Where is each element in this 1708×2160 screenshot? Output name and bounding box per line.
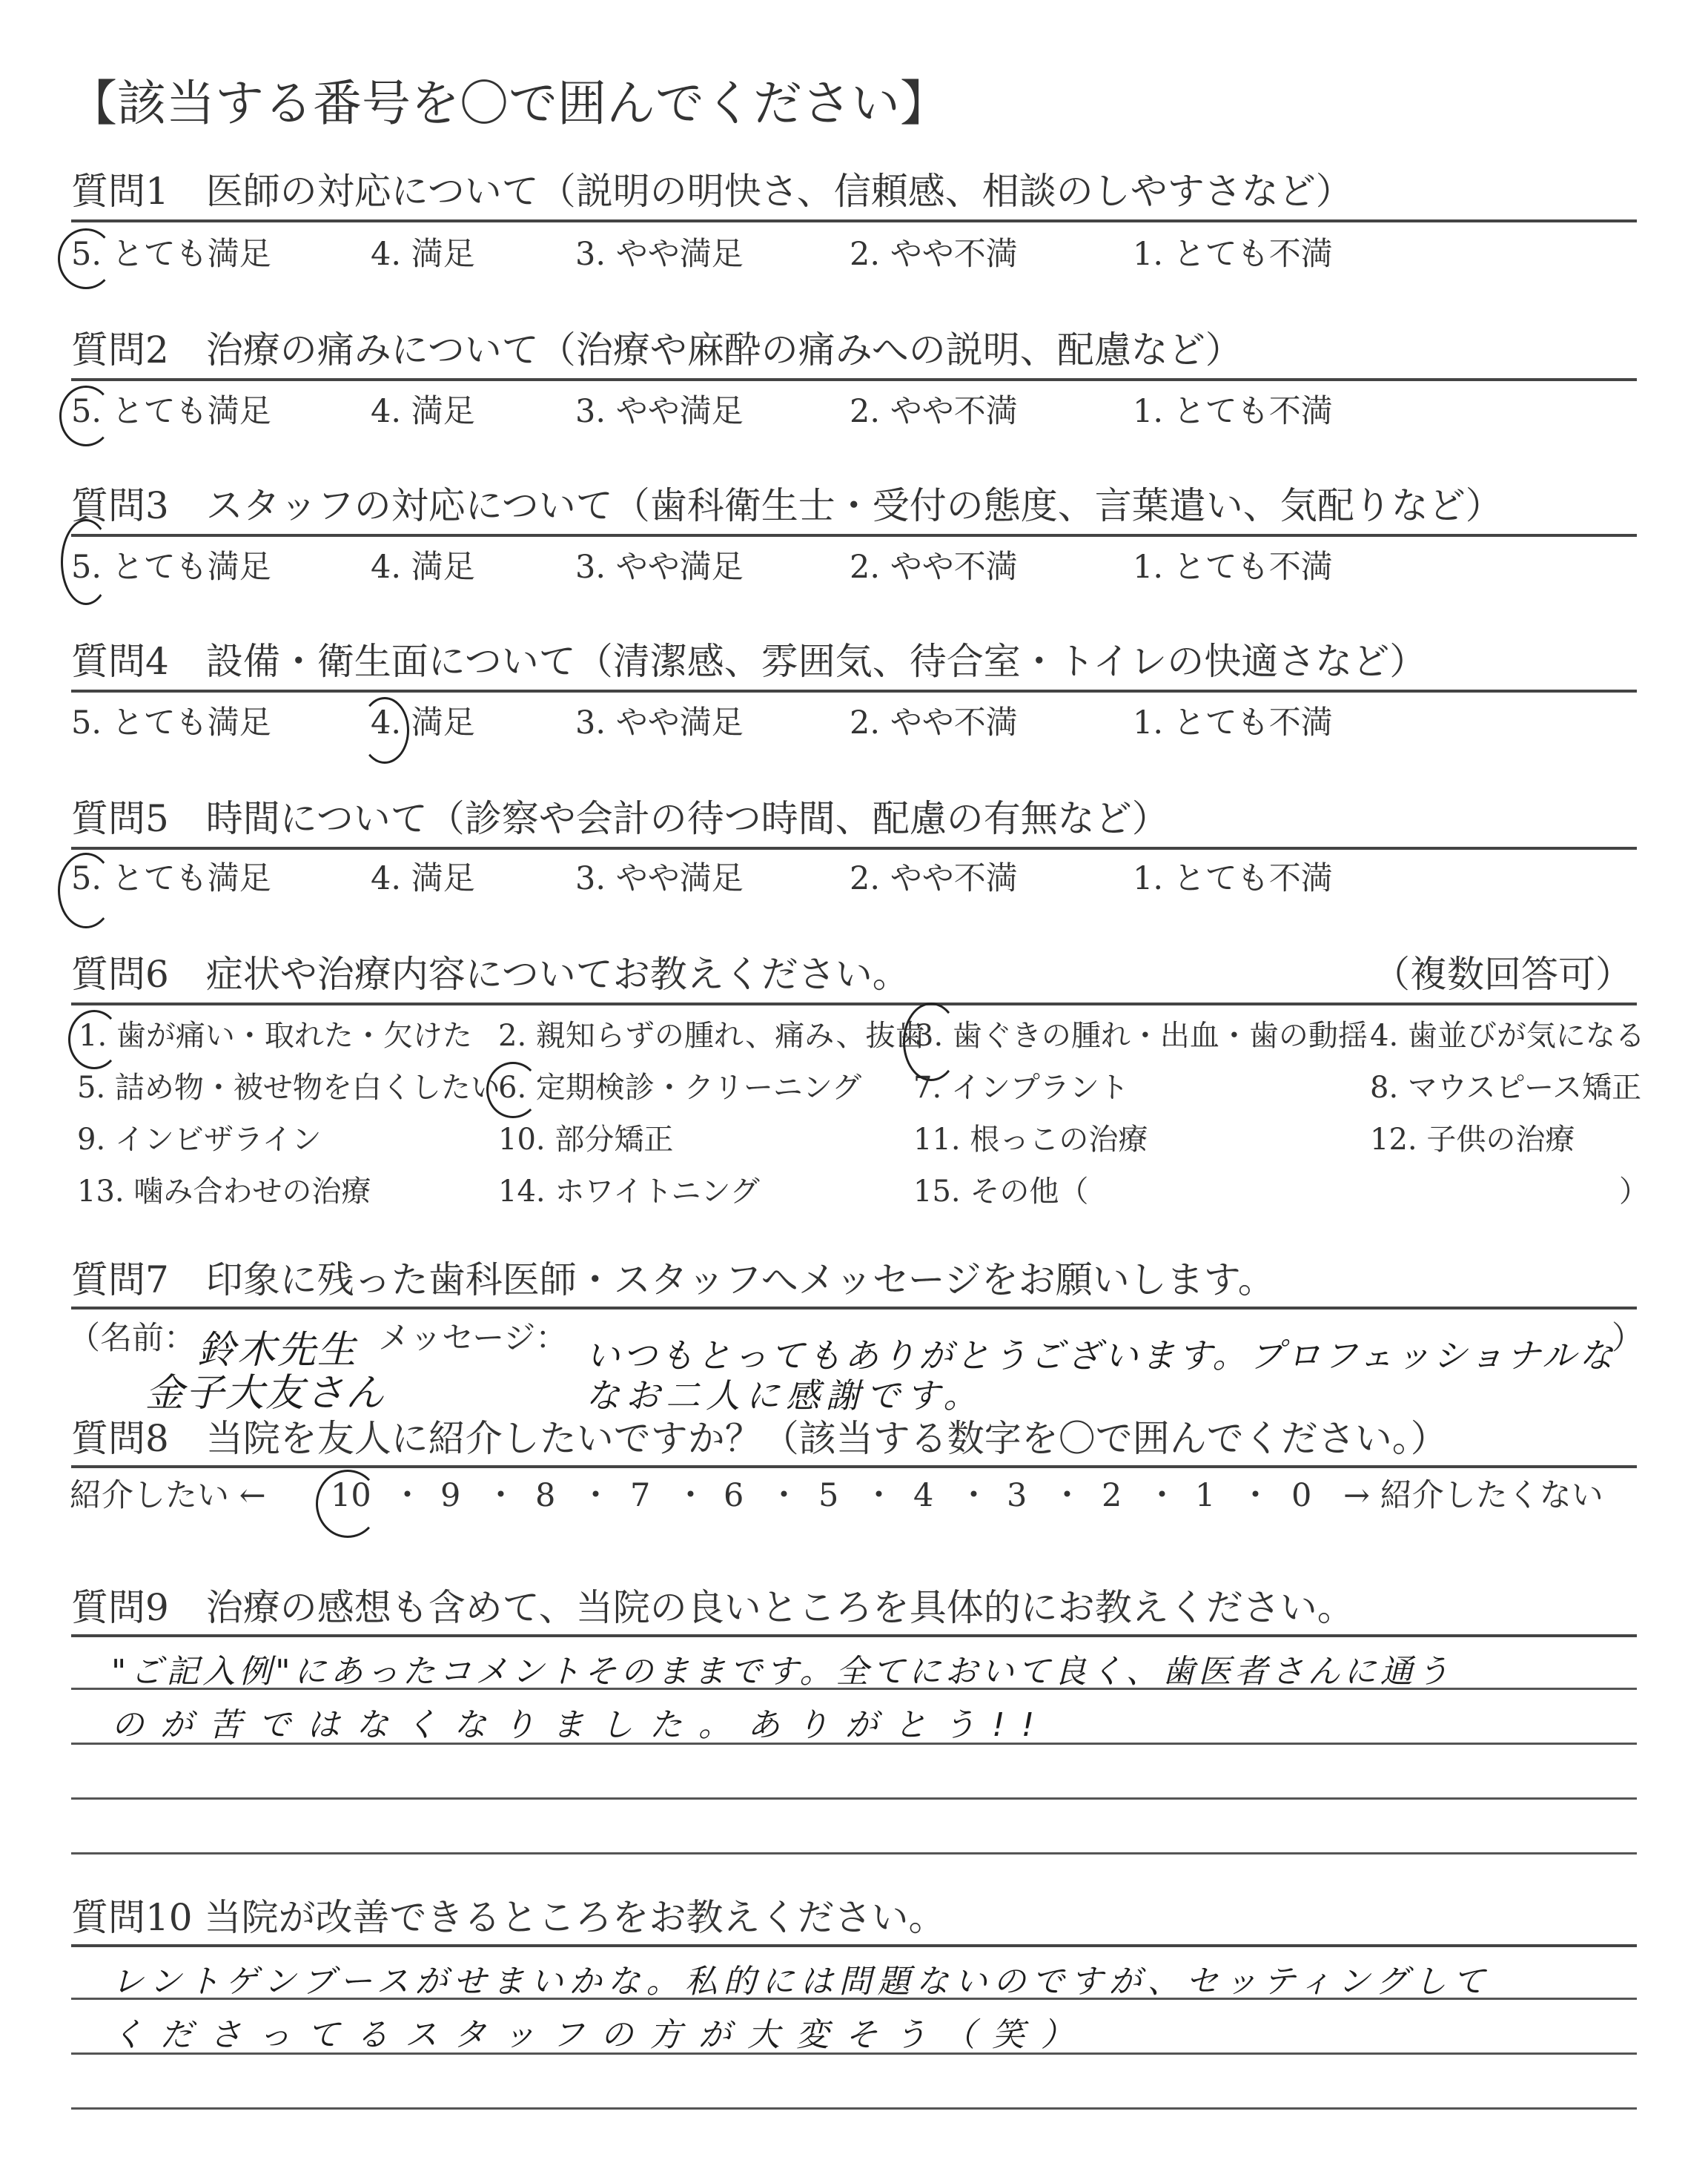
question-4-text: 質問4 設備・衛生面について（清潔感、雰囲気、待合室・トイレの快適さなど） (71, 640, 1427, 683)
question-8-rule (71, 1465, 1637, 1468)
q6-option-13[interactable]: 13. 噛み合わせの治療 (77, 1175, 371, 1209)
q5-selection-circle (58, 853, 114, 928)
q8-dot: ・ (485, 1477, 517, 1514)
q2-option-1[interactable]: 1. とても不満 (1133, 393, 1333, 430)
q8-value-9[interactable]: 9 (440, 1477, 461, 1514)
q8-value-0[interactable]: 0 (1291, 1477, 1312, 1514)
q4-option-3[interactable]: 3. やや満足 (575, 704, 744, 742)
question-5-text: 質問5 時間について（診察や会計の待つ時間、配慮の有無など） (71, 797, 1169, 840)
question-3-rule (71, 534, 1637, 537)
q8-dot: ・ (1051, 1477, 1083, 1514)
question-6-note: （複数回答可） (1373, 953, 1632, 996)
q9-answer-line-rule-3 (71, 1797, 1637, 1800)
q7-message-label: メッセージ： (378, 1320, 568, 1357)
question-3-text: 質問3 スタッフの対応について（歯科衛生士・受付の態度、言葉遣い、気配りなど） (71, 484, 1503, 527)
q7-name-label: （名前： (68, 1320, 196, 1357)
q8-dot: ・ (768, 1477, 800, 1514)
q1-selection-circle (58, 228, 114, 289)
q6-option-11[interactable]: 11. 根っこの治療 (913, 1123, 1148, 1157)
q3-option-4[interactable]: 4. 満足 (371, 549, 475, 586)
q1-option-3[interactable]: 3. やや満足 (575, 236, 744, 273)
q8-right-label: → 紹介したくない (1343, 1477, 1603, 1514)
q8-value-7[interactable]: 7 (630, 1477, 651, 1514)
q7-name-line-2: 金子大友さん (145, 1371, 386, 1416)
q10-answer-line-1: レントゲンブースがせまいかな。私的には問題ないのですが、セッティングして (111, 1963, 1492, 2001)
question-8-text: 質問8 当院を友人に紹介したいですか？（該当する数字を〇で囲んでください。） (71, 1417, 1448, 1460)
q8-value-3[interactable]: 3 (1007, 1477, 1027, 1514)
q4-option-5[interactable]: 5. とても満足 (71, 704, 271, 742)
question-7-rule (71, 1307, 1637, 1309)
q5-option-1[interactable]: 1. とても不満 (1133, 860, 1333, 897)
q7-name-line-1: 鈴木先生 (197, 1328, 358, 1373)
q6-option-4[interactable]: 4. 歯並びが気になる (1370, 1019, 1645, 1053)
q8-value-5[interactable]: 5 (818, 1477, 839, 1514)
q8-dot: ・ (1239, 1477, 1271, 1514)
q6-option-5[interactable]: 5. 詰め物・被せ物を白くしたい (77, 1071, 500, 1105)
q4-option-2[interactable]: 2. やや不満 (850, 704, 1018, 742)
q6-option-10[interactable]: 10. 部分矯正 (498, 1123, 674, 1157)
q8-dot: ・ (391, 1477, 423, 1514)
q8-dot: ・ (580, 1477, 612, 1514)
q1-option-1[interactable]: 1. とても不満 (1133, 236, 1333, 273)
q8-value-8[interactable]: 8 (535, 1477, 556, 1514)
q10-answer-line-2: くださってるスタッフの方が大変そう（笑） (111, 2016, 1090, 2054)
q2-option-3[interactable]: 3. やや満足 (575, 393, 744, 430)
question-9-rule (71, 1634, 1637, 1637)
question-2-text: 質問2 治療の痛みについて（治療や麻酔の痛みへの説明、配慮など） (71, 328, 1242, 371)
q6-option-8[interactable]: 8. マウスピース矯正 (1370, 1071, 1642, 1105)
q8-value-1[interactable]: 1 (1195, 1477, 1216, 1514)
q6-option-6[interactable]: 6. 定期検診・クリーニング (498, 1071, 862, 1105)
q1-option-4[interactable]: 4. 満足 (371, 236, 475, 273)
q8-value-2[interactable]: 2 (1102, 1477, 1122, 1514)
q6-option-1[interactable]: 1. 歯が痛い・取れた・欠けた (79, 1019, 472, 1053)
q5-option-2[interactable]: 2. やや不満 (850, 860, 1018, 897)
q7-message-line-1: いつもとってもありがとうございます。プロフェッショナルな (586, 1335, 1616, 1375)
q6-option-2[interactable]: 2. 親知らずの腫れ、痛み、抜歯 (498, 1019, 925, 1053)
q10-answer-line-rule-3 (71, 2107, 1637, 2110)
question-1-rule (71, 219, 1637, 222)
q7-close-paren: ） (1612, 1320, 1644, 1357)
page-title: 【該当する番号を〇で囲んでください】 (68, 75, 949, 132)
q6-option-7[interactable]: 7. インプラント (913, 1071, 1129, 1105)
q4-option-4[interactable]: 4. 満足 (371, 704, 475, 742)
q9-answer-line-rule-4 (71, 1852, 1637, 1855)
q8-dot: ・ (675, 1477, 706, 1514)
q8-value-4[interactable]: 4 (913, 1477, 934, 1514)
question-9-text: 質問9 治療の感想も含めて、当院の良いところを具体的にお教えください。 (71, 1586, 1354, 1629)
question-4-rule (71, 690, 1637, 693)
q2-selection-circle (59, 386, 113, 446)
q6-option-15[interactable]: 15. その他（ (913, 1175, 1089, 1209)
q6-option-3[interactable]: 3. 歯ぐきの腫れ・出血・歯の動揺 (915, 1019, 1368, 1053)
q3-option-1[interactable]: 1. とても不満 (1133, 549, 1333, 586)
q2-option-5[interactable]: 5. とても満足 (71, 393, 271, 430)
question-1-text: 質問1 医師の対応について（説明の明快さ、信頼感、相談のしやすさなど） (71, 170, 1353, 213)
q9-answer-line-1: "ご記入例"にあったコメントそのままです。全てにおいて良く、歯医者さんに通う (111, 1653, 1453, 1691)
q6-selection-circle-1 (68, 1010, 120, 1069)
q6-option-15-close: ） (1619, 1175, 1649, 1209)
q8-value-10[interactable]: 10 (331, 1477, 371, 1514)
q8-value-6[interactable]: 6 (724, 1477, 744, 1514)
q2-option-2[interactable]: 2. やや不満 (850, 393, 1018, 430)
q3-selection-circle (61, 519, 111, 605)
q9-answer-line-2: のが苦ではなくなりました。ありがとう!! (111, 1706, 1051, 1744)
q8-dot: ・ (863, 1477, 895, 1514)
q6-option-14[interactable]: 14. ホワイトニング (498, 1175, 760, 1209)
q2-option-4[interactable]: 4. 満足 (371, 393, 475, 430)
q5-option-4[interactable]: 4. 満足 (371, 860, 475, 897)
q8-left-label: 紹介したい ← (70, 1477, 266, 1514)
question-5-rule (71, 847, 1637, 850)
q7-message-line-2: なお二人に感謝です。 (586, 1375, 984, 1416)
q1-option-2[interactable]: 2. やや不満 (850, 236, 1018, 273)
q3-option-5[interactable]: 5. とても満足 (71, 549, 271, 586)
q4-option-1[interactable]: 1. とても不満 (1133, 704, 1333, 742)
q5-option-3[interactable]: 3. やや満足 (575, 860, 744, 897)
q6-selection-circle-3 (903, 1003, 959, 1081)
question-2-rule (71, 378, 1637, 381)
q6-option-12[interactable]: 12. 子供の治療 (1370, 1123, 1575, 1157)
q6-option-9[interactable]: 9. インビザライン (77, 1123, 322, 1157)
question-10-text: 質問10 当院が改善できるところをお教えください。 (71, 1896, 946, 1939)
q4-selection-circle (360, 697, 409, 764)
q8-dot: ・ (958, 1477, 990, 1514)
q8-selection-circle (316, 1470, 380, 1538)
q6-selection-circle-6 (486, 1062, 540, 1118)
q3-option-3[interactable]: 3. やや満足 (575, 549, 744, 586)
question-10-rule (71, 1944, 1637, 1947)
q1-option-5[interactable]: 5. とても満足 (71, 236, 271, 273)
q5-option-5[interactable]: 5. とても満足 (71, 860, 271, 897)
question-6-text: 質問6 症状や治療内容についてお教えください。 (71, 953, 910, 996)
q3-option-2[interactable]: 2. やや不満 (850, 549, 1018, 586)
question-6-rule (71, 1003, 1637, 1005)
q8-dot: ・ (1146, 1477, 1178, 1514)
question-7-text: 質問7 印象に残った歯科医師・スタッフへメッセージをお願いします。 (71, 1258, 1275, 1301)
